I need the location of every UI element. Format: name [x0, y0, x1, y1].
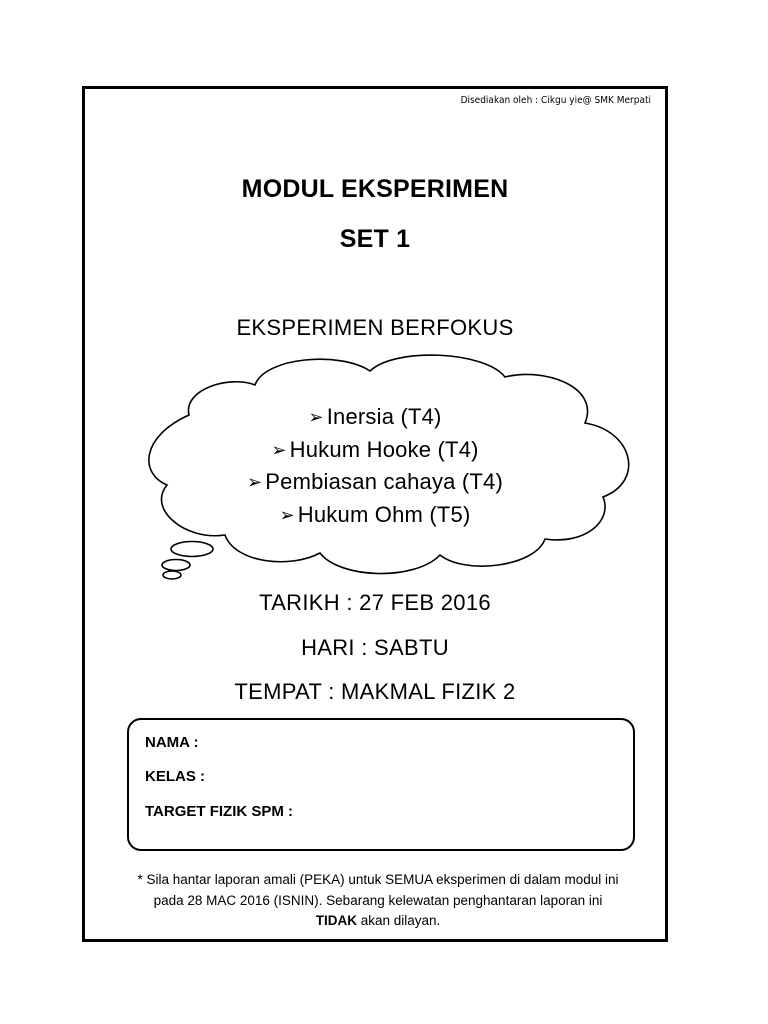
module-set: SET 1	[339, 225, 411, 253]
module-title: MODUL EKSPERIMEN	[241, 175, 509, 203]
focus-heading: EKSPERIMEN BERFOKUS	[236, 315, 514, 340]
note-emphasis: TIDAK	[315, 913, 357, 928]
target-field-label: TARGET FIZIK SPM :	[145, 803, 294, 820]
day-line: HARI : SABTU	[301, 635, 449, 660]
arrowhead-bullet-icon: ➢	[279, 504, 295, 525]
note-line-3-rest: akan dilayan.	[356, 913, 441, 928]
page-frame	[82, 86, 668, 942]
topic-label: Hukum Ohm (T5)	[297, 501, 471, 527]
arrowhead-bullet-icon: ➢	[271, 439, 287, 460]
topic-label: Pembiasan cahaya (T4)	[265, 469, 504, 494]
topic-list	[85, 401, 665, 531]
note-line-1: * Sila hantar laporan amali (PEKA) untuk SEMUA eksperimen di dalam modul ini	[137, 872, 619, 887]
place-line: TEMPAT : MAKMAL FIZIK 2	[234, 679, 516, 704]
note-line-2: pada 28 MAC 2016 (ISNIN). Sebarang kelewatan penghantaran laporan ini	[153, 892, 603, 908]
list-item	[85, 466, 665, 499]
prepared-by-credit: Disediakan oleh : Cikgu yie@ SMK Merpati	[460, 95, 651, 106]
student-info-box	[127, 718, 635, 851]
name-field-label: NAMA :	[145, 734, 199, 751]
submission-note	[95, 870, 661, 932]
note-line-3	[95, 911, 661, 932]
class-field-label: KELAS :	[145, 768, 205, 785]
date-line: TARIKH : 27 FEB 2016	[259, 590, 491, 615]
topic-label: Hukum Hooke (T4)	[289, 436, 479, 462]
topic-label: Inersia (T4)	[326, 404, 442, 429]
list-item	[85, 499, 665, 532]
list-item	[85, 434, 665, 467]
arrowhead-bullet-icon: ➢	[246, 472, 263, 492]
arrowhead-bullet-icon: ➢	[308, 407, 324, 427]
list-item	[85, 401, 665, 434]
